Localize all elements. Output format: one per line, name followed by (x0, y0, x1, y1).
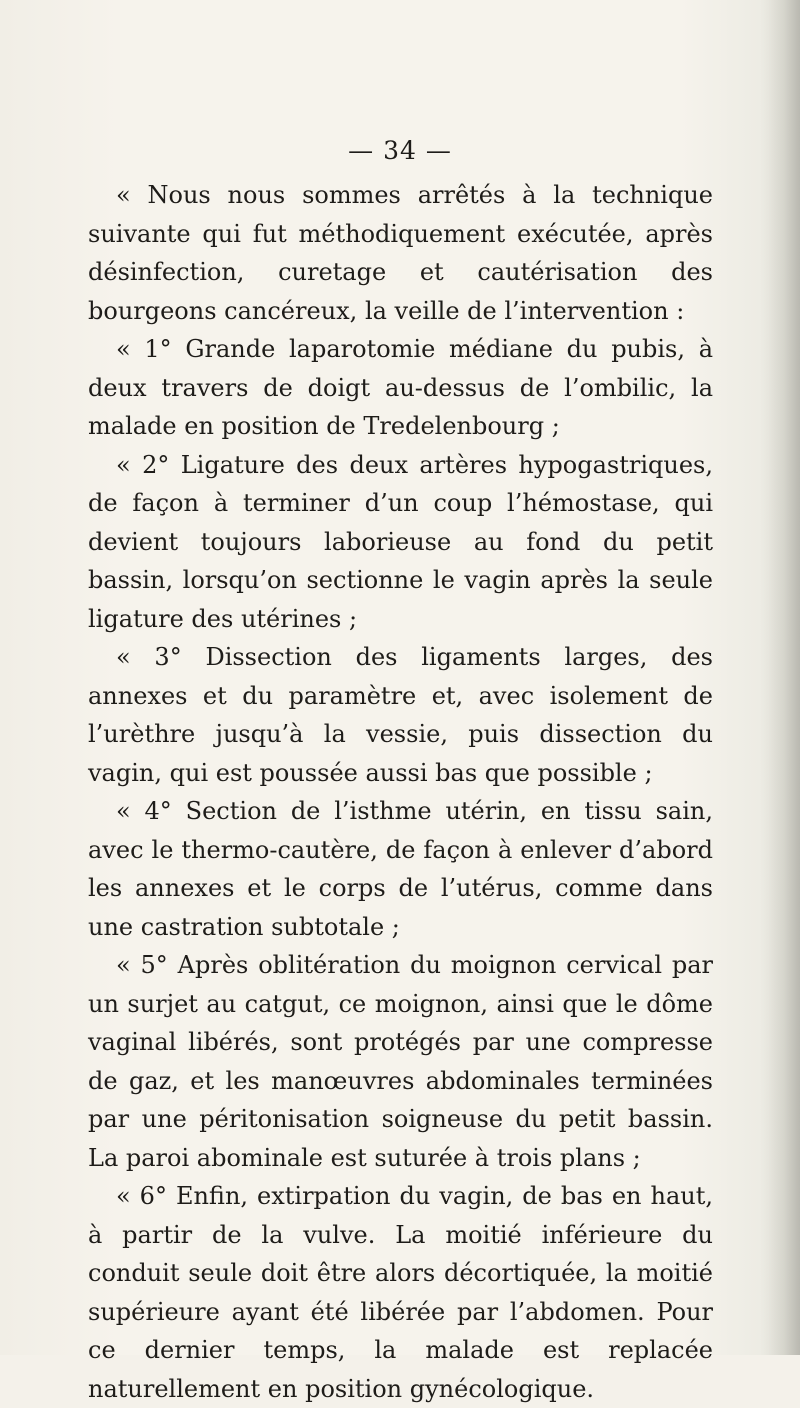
paragraph-step-5: « 5° Après oblitération du moignon cervical par un surjet au catgut, ce moignon, ainsi que le dôme vaginal libérés, sont protégés par une compresse de gaz, et les manœuvres abdominales terminées par une péritonisation soigneuse du petit bassin. La paroi abominale est suturée à trois plans ; (88, 951, 713, 1172)
paragraph-intro: « Nous nous sommes arrêtés à la technique suivante qui fut méthodiquement exécutée, après désinfection, curetage et cautérisation des bourgeons cancéreux, la veille de l’intervention : (88, 181, 713, 325)
body-text (88, 176, 713, 1408)
paragraph-step-3: « 3° Dissection des ligaments larges, des annexes et du paramètre et, avec isolement de l’urèthre jusqu’à la vessie, puis dissection du vagin, qui est poussée aussi bas que possible ; (88, 643, 713, 787)
paragraph-step-6: « 6° Enfin, extirpation du vagin, de bas en haut, à partir de la vulve. La moitié inférieure du conduit seule doit être alors décortiquée, la moitié supérieure ayant été libérée par l’abdomen. Pour ce dernier temps, la malade est replacée naturellement en position gynécologique. (88, 1182, 713, 1403)
paragraph-step-4: « 4° Section de l’isthme utérin, en tissu sain, avec le thermo-cautère, de façon à enlever d’abord les annexes et le corps de l’utérus, comme dans une castration subtotale ; (88, 797, 713, 941)
paragraph-step-2: « 2° Ligature des deux artères hypogastriques, de façon à terminer d’un coup l’hémostase, qui devient toujours laborieuse au fond du petit bassin, lorsqu’on sectionne le vagin après la seule ligature des utérines ; (88, 450, 713, 633)
page-edge-shadow (760, 0, 800, 1355)
paragraph-step-1: « 1° Grande laparotomie médiane du pubis, à deux travers de doigt au-dessus de l’ombilic, la malade en position de Tredelenbourg ; (88, 335, 713, 440)
page-number: — 34 — (348, 136, 452, 165)
